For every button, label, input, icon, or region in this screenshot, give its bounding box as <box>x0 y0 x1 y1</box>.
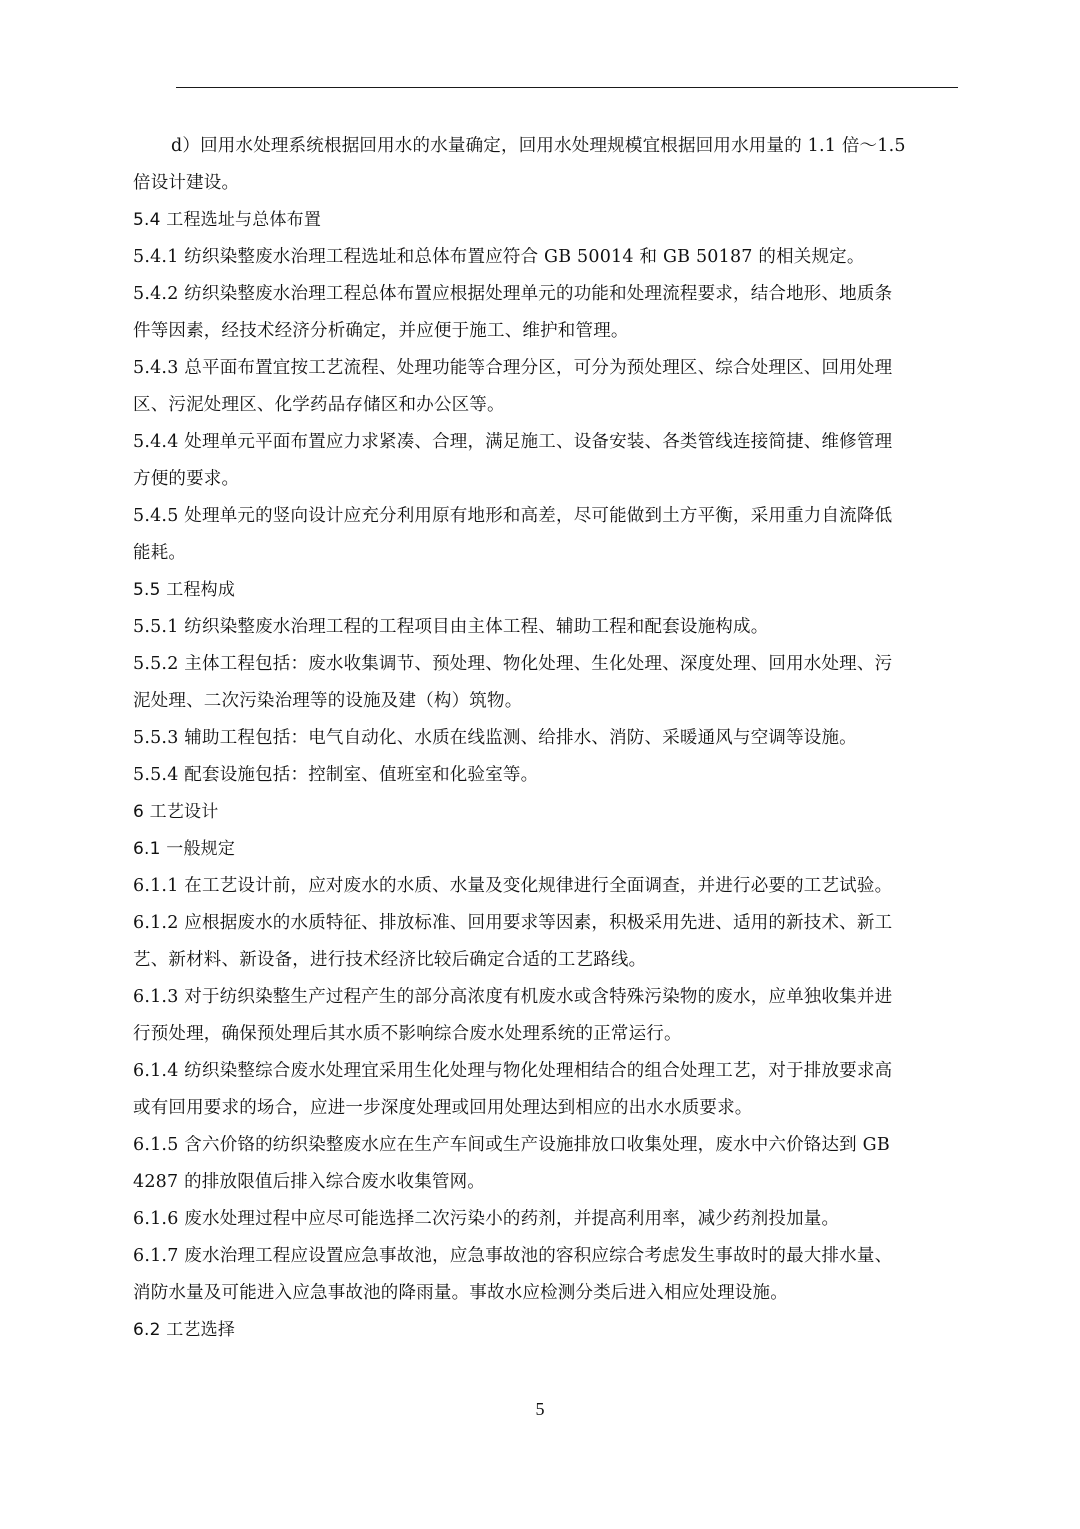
paragraph-line: 5.4.4 处理单元平面布置应力求紧凑、合理，满足施工、设备安装、各类管线连接简捷、维修管理 <box>133 432 893 452</box>
section-heading: 6 工艺设计 <box>133 802 219 822</box>
document-body <box>133 128 948 1349</box>
paragraph-line: 方便的要求。 <box>133 469 240 489</box>
paragraph-line: 或有回用要求的场合，应进一步深度处理或回用处理达到相应的出水水质要求。 <box>133 1098 753 1118</box>
paragraph-line: 6.1.4 纺织染整综合废水处理宜采用生化处理与物化处理相结合的组合处理工艺，对于排放要求高 <box>133 1061 893 1081</box>
paragraph-line: 艺、新材料、新设备，进行技术经济比较后确定合适的工艺路线。 <box>133 950 647 970</box>
paragraph-line: d）回用水处理系统根据回用水的水量确定，回用水处理规模宜根据回用水用量的 1.1 倍～1.5 <box>171 136 906 156</box>
paragraph-line: 5.5.4 配套设施包括：控制室、值班室和化验室等。 <box>133 765 539 785</box>
paragraph-line: 4287 的排放限值后排入综合废水收集管网。 <box>133 1172 485 1192</box>
paragraph-line: 6.1.6 废水处理过程中应尽可能选择二次污染小的药剂，并提高利用率，减少药剂投加量。 <box>133 1209 840 1229</box>
paragraph-line: 6.1.1 在工艺设计前，应对废水的水质、水量及变化规律进行全面调查，并进行必要的工艺试验。 <box>133 876 893 896</box>
section-heading: 5.4 工程选址与总体布置 <box>133 210 322 230</box>
paragraph-line: 6.1.7 废水治理工程应设置应急事故池，应急事故池的容积应综合考虑发生事故时的最大排水量、 <box>133 1246 893 1266</box>
paragraph-line: 泥处理、二次污染治理等的设施及建（构）筑物。 <box>133 691 523 711</box>
section-heading: 5.5 工程构成 <box>133 580 236 600</box>
paragraph-line: 5.4.1 纺织染整废水治理工程选址和总体布置应符合 GB 50014 和 GB 50187 的相关规定。 <box>133 247 865 267</box>
paragraph-line: 5.5.2 主体工程包括：废水收集调节、预处理、物化处理、生化处理、深度处理、回用水处理、污 <box>133 654 893 674</box>
paragraph-line: 消防水量及可能进入应急事故池的降雨量。事故水应检测分类后进入相应处理设施。 <box>133 1283 788 1303</box>
paragraph-line: 5.5.1 纺织染整废水治理工程的工程项目由主体工程、辅助工程和配套设施构成。 <box>133 617 769 637</box>
header-rule <box>176 87 958 88</box>
paragraph-line: 件等因素，经技术经济分析确定，并应便于施工、维护和管理。 <box>133 321 629 341</box>
paragraph-line: 5.4.3 总平面布置宜按工艺流程、处理功能等合理分区，可分为预处理区、综合处理区、回用处理 <box>133 358 893 378</box>
paragraph-line: 倍设计建设。 <box>133 173 240 193</box>
paragraph-line: 行预处理，确保预处理后其水质不影响综合废水处理系统的正常运行。 <box>133 1024 682 1044</box>
page-number: 5 <box>535 1399 545 1419</box>
paragraph-line: 6.1.5 含六价铬的纺织染整废水应在生产车间或生产设施排放口收集处理，废水中六价铬达到 GB <box>133 1135 890 1155</box>
paragraph-line: 能耗。 <box>133 543 187 563</box>
paragraph-line: 5.5.3 辅助工程包括：电气自动化、水质在线监测、给排水、消防、采暖通风与空调等设施。 <box>133 728 857 748</box>
paragraph-line: 6.1.3 对于纺织染整生产过程产生的部分高浓度有机废水或含特殊污染物的废水，应单独收集并进 <box>133 987 893 1007</box>
paragraph-line: 6.1.2 应根据废水的水质特征、排放标准、回用要求等因素，积极采用先进、适用的新技术、新工 <box>133 913 893 933</box>
paragraph-line: 区、污泥处理区、化学药品存储区和办公区等。 <box>133 395 505 415</box>
section-heading: 6.2 工艺选择 <box>133 1320 236 1340</box>
paragraph-line: 5.4.2 纺织染整废水治理工程总体布置应根据处理单元的功能和处理流程要求，结合地形、地质条 <box>133 284 893 304</box>
section-heading: 6.1 一般规定 <box>133 839 236 859</box>
paragraph-line: 5.4.5 处理单元的竖向设计应充分利用原有地形和高差，尽可能做到土方平衡，采用重力自流降低 <box>133 506 893 526</box>
